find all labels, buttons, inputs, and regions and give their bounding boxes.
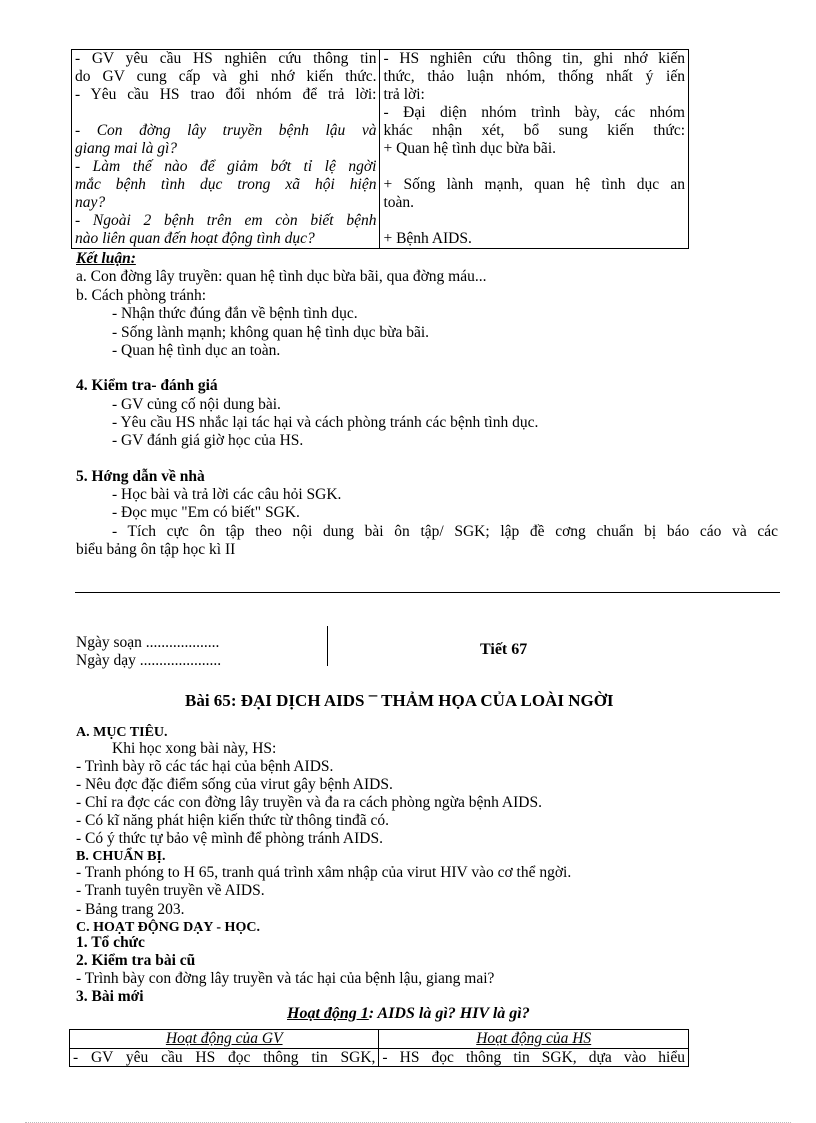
- section5-heading: 5. Hớng dẫn về nhà: [76, 468, 205, 485]
- objectives-intro: Khi học xong bài này, HS:: [112, 740, 277, 757]
- section5-item: - Học bài và trả lời các câu hỏi SGK.: [112, 486, 342, 503]
- section4-item: - GV củng cố nội dung bài.: [112, 396, 281, 413]
- student-line: + Quan hệ tình dục bừa bãi.: [383, 140, 556, 157]
- conclusion-heading: Kết luận:: [76, 250, 136, 267]
- section4-item: - GV đánh giá giờ học của HS.: [112, 432, 304, 449]
- teacher-line: mắc bệnh tình dục trong xã hội hiện: [75, 176, 377, 193]
- student-line: [383, 212, 685, 230]
- preparation-heading: B. CHUẨN BỊ.: [76, 849, 166, 864]
- teacher-line: do GV cung cấp và ghi nhớ kiến thức.: [75, 68, 377, 85]
- lesson-period: Tiết 67: [480, 641, 528, 658]
- teacher-line: nào liên quan đến hoạt động tình dục?: [75, 230, 315, 247]
- step2-item: - Trình bày con đờng lây truyền và tác hại của bệnh lậu, giang mai?: [76, 970, 495, 987]
- teacher-line: - GV yêu cầu HS nghiên cứu thông tin: [75, 50, 377, 67]
- conclusion-item: - Sống lành mạnh; không quan hệ tình dục bừa bãi.: [112, 324, 430, 341]
- student-activity-cell: [380, 50, 689, 249]
- page-separator: [75, 592, 780, 593]
- preparation-item: - Tranh tuyên truyền về AIDS.: [76, 882, 265, 899]
- lesson-title-part2: THẢM HỌA CỦA LOÀI NGỜI: [377, 691, 614, 710]
- gv-row-text: - GV yêu cầu HS đọc thông tin SGK,: [73, 1049, 376, 1066]
- lesson-title-part1: : ĐẠI DỊCH AIDS: [230, 691, 369, 710]
- section5-long-line-cont: biểu bảng ôn tập học kì II: [76, 541, 236, 558]
- title-dash: –: [368, 685, 378, 704]
- top-activity-table: [71, 49, 689, 249]
- teacher-line: - Làm thế nào để giảm bớt tỉ lệ ngời: [75, 158, 377, 175]
- objective-item: - Chỉ ra đợc các con đờng lây truyền và đa ra cách phòng ngừa bệnh AIDS.: [76, 794, 542, 811]
- activity-title: [287, 1005, 530, 1023]
- student-line: - Đại diện nhóm trình bày, các nhóm: [383, 104, 685, 121]
- ngay-soan: Ngày soạn ...................: [76, 634, 220, 651]
- hs-header: Hoạt động của HS: [476, 1030, 592, 1047]
- teacher-activity-cell: [72, 50, 380, 249]
- teacher-line: - Yêu cầu HS trao đổi nhóm để trả lời:: [75, 86, 377, 103]
- objective-item: - Có kĩ năng phát hiện kiến thức từ thông tinđã có.: [76, 812, 389, 829]
- student-line: [383, 158, 685, 176]
- hs-row-text: - HS đọc thông tin SGK, dựa vào hiểu: [382, 1049, 685, 1066]
- header-divider: [327, 626, 328, 666]
- gv-header: Hoạt động của GV: [165, 1030, 283, 1047]
- gv-header-cell: [70, 1030, 379, 1049]
- section4-item: - Yêu cầu HS nhắc lại tác hại và cách phòng tránh các bệnh tình dục.: [112, 414, 539, 431]
- teacher-line: [75, 104, 376, 122]
- section5-long-line: - Tích cực ôn tập theo nội dung bài ôn tập/ SGK; lập đề cơng chuẩn bị báo cáo và các: [112, 523, 778, 540]
- activity-label: Hoạt động 1: [287, 1005, 369, 1022]
- conclusion-item: - Nhận thức đúng đắn về bệnh tình dục.: [112, 305, 358, 322]
- student-line: + Sống lành mạnh, quan hệ tình dục an: [383, 176, 685, 193]
- activity-question: : AIDS là gì? HIV là gì?: [368, 1005, 530, 1022]
- preparation-item: - Bảng trang 203.: [76, 901, 185, 918]
- hs-row-cell: [379, 1049, 689, 1067]
- objective-item: - Có ý thức tự bảo vệ mình để phòng tránh AIDS.: [76, 830, 383, 847]
- step1-heading: 1. Tổ chức: [76, 934, 145, 951]
- student-line: trả lời:: [383, 86, 425, 103]
- student-line: thức, thảo luận nhóm, thống nhất ý iến: [383, 68, 685, 85]
- student-line: toàn.: [383, 194, 415, 211]
- preparation-item: - Tranh phóng to H 65, tranh quá trình xâm nhập của virut HIV vào cơ thể ngời.: [76, 864, 572, 881]
- section5-item: - Đọc mục "Em có biết" SGK.: [112, 504, 300, 521]
- teacher-line: - Con đờng lây truyền bệnh lậu và: [75, 122, 377, 139]
- student-line: khác nhận xét, bổ sung kiến thức:: [383, 122, 685, 139]
- objective-item: - Trình bày rõ các tác hại của bệnh AIDS.: [76, 758, 334, 775]
- lesson-number: Bài 65: [185, 691, 231, 710]
- conclusion-b: b. Cách phòng tránh:: [76, 287, 207, 304]
- lesson-title: [185, 685, 614, 710]
- activities-heading: C. HOẠT ĐỘNG DẠY - HỌC.: [76, 920, 260, 935]
- teacher-line: nay?: [75, 194, 106, 211]
- student-line: - HS nghiên cứu thông tin, ghi nhớ kiến: [383, 50, 685, 67]
- objective-item: - Nêu đợc đặc điểm sống của virut gây bệnh AIDS.: [76, 776, 393, 793]
- teacher-line: - Ngoài 2 bệnh trên em còn biết bệnh: [75, 212, 377, 229]
- gv-row-cell: [70, 1049, 379, 1067]
- hs-header-cell: [379, 1030, 689, 1049]
- step2-heading: 2. Kiểm tra bài cũ: [76, 952, 196, 969]
- conclusion-item: - Quan hệ tình dục an toàn.: [112, 342, 281, 359]
- section4-heading: 4. Kiểm tra- đánh giá: [76, 377, 218, 394]
- conclusion-a: a. Con đờng lây truyền: quan hệ tình dục bừa bãi, qua đờng máu...: [76, 268, 487, 285]
- teacher-line: giang mai là gì?: [75, 140, 178, 157]
- bottom-activity-table: [69, 1029, 689, 1067]
- step3-heading: 3. Bài mới: [76, 988, 144, 1005]
- student-line: + Bệnh AIDS.: [383, 230, 472, 247]
- objectives-heading: A. MỤC TIÊU.: [76, 725, 168, 740]
- ngay-day: Ngày dạy .....................: [76, 652, 222, 669]
